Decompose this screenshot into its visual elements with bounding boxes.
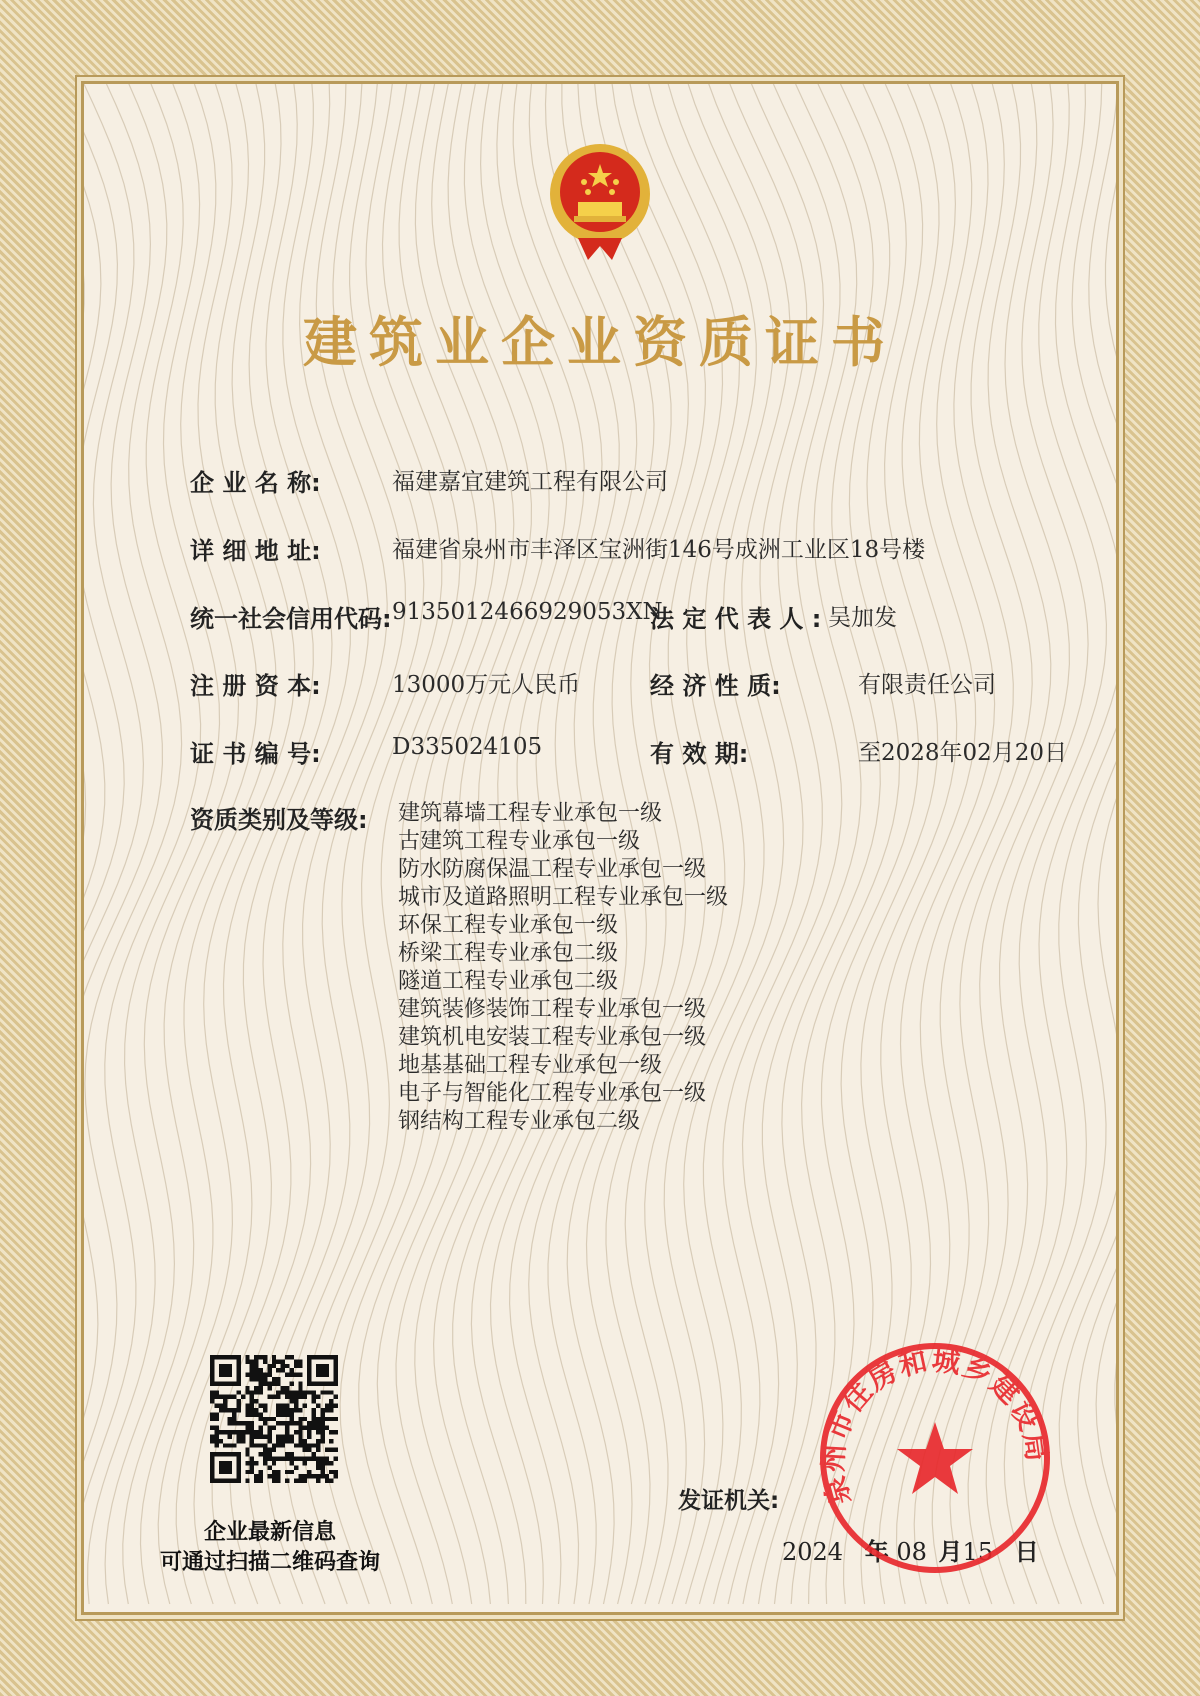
capital-value: 13000万元人民币 [392,672,581,698]
company-name-label: 企 业 名 称: [190,469,321,497]
address-value: 福建省泉州市丰泽区宝洲街146号成洲工业区18号楼 [392,537,926,563]
qualification-item: 防水防腐保温工程专业承包一级 [398,857,707,882]
qualification-item: 建筑机电安装工程专业承包一级 [398,1025,707,1050]
qualifications-list [398,800,728,1136]
company-name-value: 福建嘉宜建筑工程有限公司 [392,469,668,495]
qr-caption-line1: 企业最新信息 [203,1520,336,1545]
qualification-item: 钢结构工程专业承包二级 [398,1109,641,1134]
qualification-item: 建筑幕墙工程专业承包一级 [398,801,663,826]
qualification-item: 环保工程专业承包一级 [398,913,619,938]
day-unit: 日 [1014,1538,1039,1566]
qualification-item: 建筑装修装饰工程专业承包一级 [398,997,707,1022]
nature-value: 有限责任公司 [858,672,996,698]
month-unit: 月 [938,1538,963,1566]
nature-label: 经 济 性 质: [650,672,781,700]
qualification-item: 地基基础工程专业承包一级 [398,1053,663,1078]
issue-month: 08 [896,1538,927,1566]
qualification-item: 隧道工程专业承包二级 [398,969,619,994]
qr-caption-line2: 可通过扫描二维码查询 [159,1550,380,1575]
issuer-label: 发证机关: [678,1488,780,1514]
issue-year: 2024 [782,1538,844,1566]
cert-no-label: 证 书 编 号: [190,740,321,768]
validity-value: 至2028年02月20日 [858,740,1068,766]
credit-code-value: 9135012466929053XN [392,599,663,625]
year-unit: 年 [864,1538,889,1566]
certificate-title: 建筑业企业资质证书 [303,311,897,374]
qualifications-label: 资质类别及等级: [190,806,368,834]
capital-label: 注 册 资 本: [190,672,321,700]
validity-label: 有 效 期: [650,740,749,768]
credit-code-label: 统一社会信用代码: [190,605,392,633]
official-seal [815,1338,1055,1578]
address-label: 详 细 地 址: [190,537,321,565]
svg-text:泉州市住房和城乡建设局: 泉州市住房和城乡建设局 [816,1343,1054,1509]
qr-code[interactable] [210,1355,338,1483]
qualification-item: 城市及道路照明工程专业承包一级 [398,885,729,910]
cert-no-value: D335024105 [392,734,543,760]
legal-rep-value: 吴加发 [828,605,897,631]
qualification-item: 桥梁工程专业承包二级 [398,941,619,966]
qualification-item: 古建筑工程专业承包一级 [398,829,641,854]
qualification-item: 电子与智能化工程专业承包一级 [398,1081,707,1106]
national-emblem-icon [548,142,652,262]
star-icon [897,1422,973,1494]
issue-day: 15 [962,1538,994,1566]
legal-rep-label: 法 定 代 表 人 : [650,605,822,633]
